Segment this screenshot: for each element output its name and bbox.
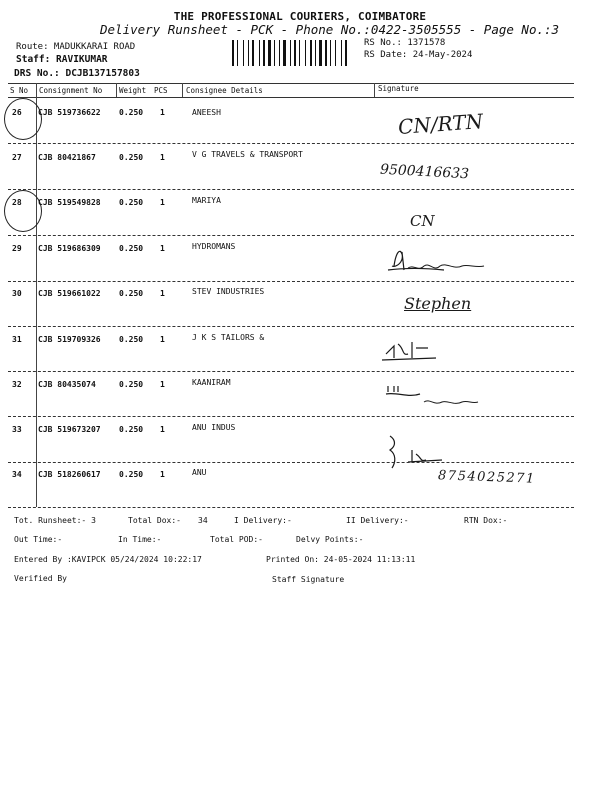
table-header-border <box>8 97 574 98</box>
barcode-bar <box>305 40 306 66</box>
signature-scribble <box>380 334 440 364</box>
row-consignee: ANU <box>192 468 207 477</box>
barcode-bar <box>317 40 318 66</box>
row-weight: 0.250 <box>119 108 144 117</box>
barcode-bar <box>237 40 238 66</box>
barcode-bar <box>330 40 331 66</box>
barcode-bar <box>281 40 282 66</box>
row-circle-mark <box>4 190 42 232</box>
row-consignment: CJB 80421867 <box>38 153 96 162</box>
row-consignment: CJB 519686309 <box>38 244 101 253</box>
row-consignment: CJB 519709326 <box>38 335 101 344</box>
column-divider <box>182 83 183 97</box>
runsheet-title: Delivery Runsheet - PCK - Phone No.:0422-3505555 - Page No.:3 <box>100 22 560 37</box>
row-weight: 0.250 <box>119 380 144 389</box>
row-signature: CN <box>410 212 435 230</box>
barcode-bar <box>343 40 344 66</box>
barcode-bar <box>263 40 265 66</box>
row-divider <box>8 507 574 508</box>
barcode-bar <box>250 40 251 66</box>
row-sno: 31 <box>12 335 22 344</box>
row-divider <box>8 326 574 327</box>
column-divider <box>374 83 375 97</box>
row-consignee: J K S TAILORS & <box>192 333 265 342</box>
row-signature: Stephen <box>404 294 472 313</box>
barcode-bar <box>252 40 254 66</box>
row-sno: 33 <box>12 425 22 434</box>
row-pcs: 1 <box>160 380 165 389</box>
rs-number: RS No.: 1371578 <box>364 38 446 48</box>
column-divider <box>36 83 37 507</box>
row-consignee: KAANIRAM <box>192 378 231 387</box>
row-circle-mark <box>4 98 42 140</box>
barcode <box>232 40 356 66</box>
col-header-consignee: Consignee Details <box>186 86 263 95</box>
total-runsheet: Tot. Runsheet:- 3 <box>14 516 96 525</box>
row-consignee: STEV INDUSTRIES <box>192 287 265 296</box>
total-dox-label: Total Dox:- <box>128 516 181 525</box>
row-consignee: ANU INDUS <box>192 423 236 432</box>
barcode-bar <box>332 40 334 66</box>
barcode-bar <box>243 40 244 66</box>
row-weight: 0.250 <box>119 425 144 434</box>
row-consignment: CJB 80435074 <box>38 380 96 389</box>
barcode-bar <box>248 40 249 66</box>
row-consignee: HYDROMANS <box>192 242 236 251</box>
col-header-pcs: PCS <box>154 86 168 95</box>
row-divider <box>8 189 574 190</box>
col-header-signature: Signature <box>378 84 419 93</box>
row-weight: 0.250 <box>119 335 144 344</box>
barcode-bar <box>283 40 286 66</box>
i-delivery: I Delivery:- <box>234 516 292 525</box>
row-weight: 0.250 <box>119 289 144 298</box>
out-time: Out Time:- <box>14 535 63 544</box>
barcode-bar <box>255 40 258 66</box>
signature-scribble <box>384 378 494 412</box>
drs-number: DRS No.: DCJB137157803 <box>14 68 140 79</box>
barcode-bar <box>313 40 314 66</box>
barcode-bar <box>261 40 262 66</box>
barcode-bar <box>337 40 340 66</box>
rtn-dox: RTN Dox:- <box>464 516 508 525</box>
table-top-border <box>8 83 574 84</box>
barcode-bar <box>301 40 304 66</box>
barcode-bar <box>299 40 300 66</box>
col-header-sno: S No <box>10 86 29 95</box>
ii-delivery: II Delivery:- <box>346 516 409 525</box>
rs-date: RS Date: 24-May-2024 <box>364 50 473 60</box>
row-sno: 34 <box>12 470 22 479</box>
delvy-points: Delvy Points:- <box>296 535 364 544</box>
row-signature: 8754025271 <box>437 468 536 487</box>
row-consignment: CJB 519736622 <box>38 108 101 117</box>
signature-scribble <box>386 432 446 472</box>
barcode-bar <box>319 40 322 66</box>
row-divider <box>8 462 574 463</box>
column-divider <box>116 83 117 97</box>
row-pcs: 1 <box>160 335 165 344</box>
printed-on: Printed On: 24-05-2024 11:13:11 <box>266 555 416 564</box>
barcode-bar <box>294 40 296 66</box>
barcode-bar <box>235 40 236 66</box>
row-divider <box>8 235 574 236</box>
row-pcs: 1 <box>160 153 165 162</box>
barcode-bar <box>325 40 327 66</box>
barcode-bar <box>345 40 347 66</box>
barcode-bar <box>341 40 342 66</box>
barcode-bar <box>274 40 275 66</box>
barcode-bar <box>279 40 280 66</box>
barcode-bar <box>272 40 273 66</box>
col-header-consignment: Consignment No <box>39 86 103 95</box>
barcode-bar <box>276 40 278 66</box>
barcode-bar <box>268 40 271 66</box>
barcode-bar <box>297 40 298 66</box>
barcode-bar <box>266 40 267 66</box>
row-pcs: 1 <box>160 198 165 207</box>
row-sno: 27 <box>12 153 22 162</box>
barcode-bar <box>310 40 312 66</box>
row-sno: 29 <box>12 244 22 253</box>
row-consignment: CJB 519661022 <box>38 289 101 298</box>
col-header-weight: Weight <box>119 86 147 95</box>
signature-scribble <box>384 244 494 280</box>
row-divider <box>8 143 574 144</box>
barcode-bar <box>245 40 247 66</box>
row-weight: 0.250 <box>119 244 144 253</box>
barcode-bar <box>335 40 336 66</box>
row-pcs: 1 <box>160 289 165 298</box>
route: Route: MADUKKARAI ROAD <box>16 42 136 52</box>
row-pcs: 1 <box>160 425 165 434</box>
row-pcs: 1 <box>160 244 165 253</box>
total-pod: Total POD:- <box>210 535 263 544</box>
row-divider <box>8 281 574 282</box>
row-sno: 28 <box>12 198 22 207</box>
verified-by: Verified By <box>14 574 67 583</box>
row-consignee: ANEESH <box>192 108 221 117</box>
barcode-bar <box>323 40 324 66</box>
row-consignment: CJB 518260617 <box>38 470 101 479</box>
total-dox-value: 34 <box>198 516 208 525</box>
row-signature: CN/RTN <box>397 109 484 139</box>
barcode-bar <box>290 40 291 66</box>
company-title: THE PROFESSIONAL COURIERS, COIMBATORE <box>173 10 427 23</box>
row-signature: 9500416633 <box>379 161 470 183</box>
barcode-bar <box>259 40 260 66</box>
staff-signature: Staff Signature <box>272 575 345 584</box>
row-divider <box>8 371 574 372</box>
in-time: In Time:- <box>118 535 162 544</box>
row-pcs: 1 <box>160 470 165 479</box>
row-weight: 0.250 <box>119 153 144 162</box>
barcode-bar <box>232 40 234 66</box>
barcode-bar <box>307 40 309 66</box>
row-weight: 0.250 <box>119 470 144 479</box>
row-pcs: 1 <box>160 108 165 117</box>
barcode-bar <box>287 40 289 66</box>
staff: Staff: RAVIKUMAR <box>16 54 108 65</box>
barcode-bar <box>292 40 293 66</box>
entered-by: Entered By :KAVIPCK 05/24/2024 10:22:17 <box>14 555 202 564</box>
barcode-bar <box>315 40 316 66</box>
row-consignment: CJB 519673207 <box>38 425 101 434</box>
row-consignment: CJB 519549828 <box>38 198 101 207</box>
row-consignee: V G TRAVELS & TRANSPORT <box>192 150 303 159</box>
row-sno: 32 <box>12 380 22 389</box>
row-sno: 30 <box>12 289 22 298</box>
row-sno: 26 <box>12 108 22 117</box>
row-weight: 0.250 <box>119 198 144 207</box>
row-divider <box>8 416 574 417</box>
row-consignee: MARIYA <box>192 196 221 205</box>
barcode-bar <box>239 40 242 66</box>
barcode-bar <box>328 40 329 66</box>
